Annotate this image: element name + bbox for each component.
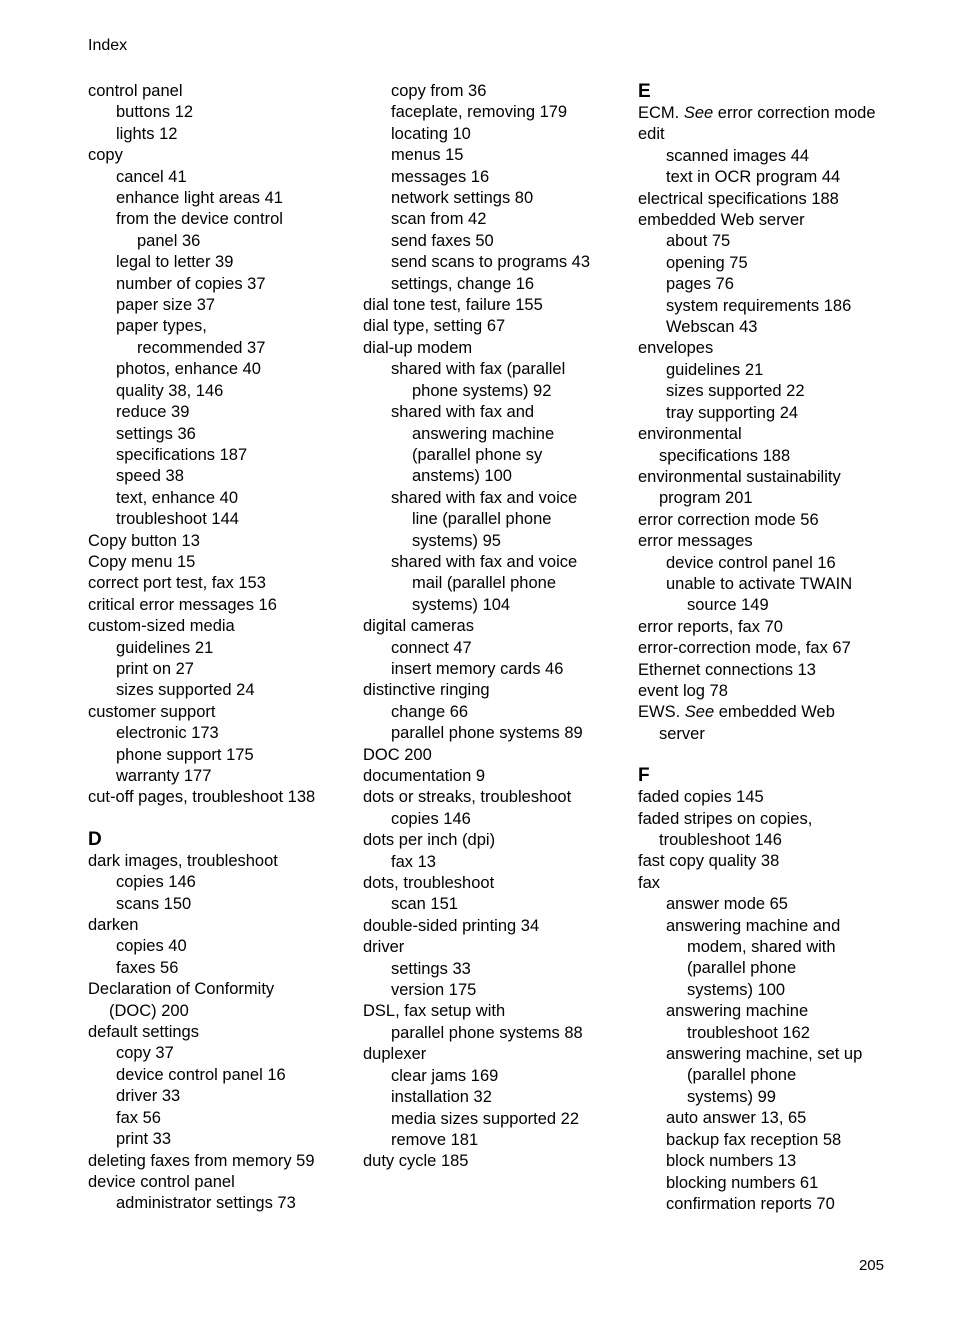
see-reference: See — [684, 703, 715, 722]
index-entry: electrical specifications 188 — [638, 189, 839, 208]
index-entry: event log 78 — [638, 681, 728, 700]
index-entry: answering machine — [412, 424, 555, 443]
index-entry: environmental sustainability — [638, 467, 841, 486]
running-header: Index — [88, 37, 128, 54]
index-entry: dots or streaks, troubleshoot — [363, 788, 572, 807]
index-entry: shared with fax and — [391, 403, 535, 422]
index-entry: environmental — [638, 425, 742, 444]
index-entry: sizes supported 24 — [116, 681, 255, 700]
index-entry: documentation 9 — [363, 767, 486, 785]
index-entry: system requirements 186 — [666, 296, 852, 315]
index-entry: scanned images 44 — [666, 146, 810, 165]
index-entry: EWS. See embedded Web — [638, 703, 835, 722]
index-section-letter: F — [638, 765, 650, 787]
index-entry: enhance light areas 41 — [116, 189, 283, 208]
index-entry: scan from 42 — [391, 210, 487, 229]
index-entry: backup fax reception 58 — [666, 1130, 842, 1149]
index-entry: recommended 37 — [137, 338, 266, 357]
index-entry: Copy button 13 — [88, 531, 200, 550]
index-entry: device control panel 16 — [116, 1065, 286, 1084]
index-entry: sizes supported 22 — [666, 382, 805, 401]
index-entry: copy — [88, 146, 123, 165]
index-column-1 — [88, 81, 315, 1215]
index-entry: number of copies 37 — [116, 274, 266, 293]
index-entry: DOC 200 — [363, 745, 432, 764]
index-entry: troubleshoot 144 — [116, 510, 239, 529]
index-entry: answering machine, set up — [666, 1045, 863, 1064]
index-entry: insert memory cards 46 — [391, 659, 564, 678]
index-entry: text in OCR program 44 — [666, 168, 841, 187]
index-entry: systems) 100 — [687, 980, 786, 999]
index-entry: anstems) 100 — [412, 467, 512, 486]
index-entry: error correction mode 56 — [638, 510, 819, 529]
index-entry: photos, enhance 40 — [116, 360, 261, 379]
index-entry: ECM. See error correction mode — [638, 104, 876, 122]
index-entry: faxes 56 — [116, 958, 179, 977]
index-entry: quality 38, 146 — [116, 381, 224, 400]
index-entry: systems) 99 — [687, 1087, 776, 1106]
index-column-2 — [363, 81, 590, 1173]
index-entry: confirmation reports 70 — [666, 1194, 835, 1213]
index-entry: dots, troubleshoot — [363, 874, 495, 893]
index-entry: double-sided printing 34 — [363, 916, 540, 935]
index-entry: copies 40 — [116, 937, 187, 956]
index-entry: legal to letter 39 — [116, 253, 234, 272]
index-entry: copy 37 — [116, 1044, 174, 1063]
index-entry: scans 150 — [116, 894, 192, 913]
index-entry: fax — [638, 873, 661, 892]
index-entry: error reports, fax 70 — [638, 617, 783, 636]
index-entry: faded copies 145 — [638, 788, 764, 807]
index-entry: electronic 173 — [116, 724, 219, 743]
index-entry: opening 75 — [666, 253, 748, 272]
index-entry: faded stripes on copies, — [638, 809, 813, 828]
index-entry: Webscan 43 — [666, 318, 758, 337]
index-entry: guidelines 21 — [666, 360, 764, 379]
index-entry: reduce 39 — [116, 403, 190, 422]
index-entry: fax 13 — [391, 852, 436, 871]
index-entry: deleting faxes from memory 59 — [88, 1151, 315, 1170]
index-entry: connect 47 — [391, 638, 472, 657]
index-entry: (DOC) 200 — [109, 1001, 189, 1020]
index-entry: correct port test, fax 153 — [88, 574, 266, 593]
index-section-letter: D — [88, 828, 102, 850]
index-entry: driver 33 — [116, 1087, 181, 1106]
index-entry: settings 33 — [391, 959, 471, 978]
index-entry: cancel 41 — [116, 167, 187, 186]
index-entry: customer support — [88, 702, 216, 721]
index-entry: print 33 — [116, 1130, 172, 1149]
index-entry: auto answer 13, 65 — [666, 1109, 807, 1128]
index-entry: copies 146 — [391, 809, 471, 828]
index-entry: source 149 — [687, 596, 769, 615]
index-entry: settings 36 — [116, 424, 196, 443]
index-entry: embedded Web server — [638, 211, 805, 230]
index-entry: media sizes supported 22 — [391, 1109, 580, 1128]
index-entry: answering machine — [666, 1002, 809, 1021]
index-entry: mail (parallel phone — [412, 574, 556, 593]
index-entry: blocking numbers 61 — [666, 1173, 819, 1192]
index-entry: warranty 177 — [116, 767, 212, 785]
index-entry: parallel phone systems 88 — [391, 1023, 583, 1042]
index-entry: Declaration of Conformity — [88, 980, 275, 999]
index-entry: systems) 95 — [412, 531, 501, 550]
index-entry: phone support 175 — [116, 745, 254, 764]
index-entry: menus 15 — [391, 146, 464, 165]
index-entry: print on 27 — [116, 659, 194, 678]
index-column-3 — [638, 81, 876, 1215]
index-entry: distinctive ringing — [363, 681, 490, 700]
index-entry: from the device control — [116, 210, 283, 229]
index-entry: version 175 — [391, 981, 477, 1000]
index-entry: (parallel phone sy — [412, 445, 543, 464]
index-entry: specifications 188 — [659, 446, 791, 465]
index-entry: network settings 80 — [391, 189, 534, 208]
index-entry: fast copy quality 38 — [638, 852, 780, 871]
index-entry: driver — [363, 938, 405, 957]
index-entry: duplexer — [363, 1045, 427, 1064]
index-entry: scan 151 — [391, 895, 458, 914]
index-entry: dial tone test, failure 155 — [363, 296, 543, 315]
index-entry: modem, shared with — [687, 938, 836, 957]
index-entry: envelopes — [638, 339, 714, 358]
index-entry: troubleshoot 146 — [659, 831, 782, 849]
index-entry: answering machine and — [666, 916, 841, 935]
index-entry: program 201 — [659, 489, 753, 508]
index-entry: tray supporting 24 — [666, 403, 799, 422]
index-entry: change 66 — [391, 702, 469, 721]
index-entry: custom-sized media — [88, 617, 235, 636]
index-entry: DSL, fax setup with — [363, 1002, 506, 1021]
index-entry: remove 181 — [391, 1130, 479, 1149]
index-entry: device control panel 16 — [666, 553, 836, 572]
index-entry: specifications 187 — [116, 445, 248, 464]
index-entry: (parallel phone — [687, 959, 797, 978]
index-entry: systems) 104 — [412, 595, 511, 614]
index-entry: phone systems) 92 — [412, 381, 552, 400]
index-entry: panel 36 — [137, 231, 201, 250]
index-entry: digital cameras — [363, 617, 474, 636]
index-entry: error messages — [638, 532, 753, 551]
index-entry: line (parallel phone — [412, 510, 552, 529]
index-entry: speed 38 — [116, 467, 184, 486]
index-entry: installation 32 — [391, 1088, 492, 1107]
index-entry: paper size 37 — [116, 296, 216, 315]
index-entry: critical error messages 16 — [88, 595, 277, 614]
index-entry: buttons 12 — [116, 103, 194, 122]
index-entry: dial-up modem — [363, 338, 473, 357]
index-entry: text, enhance 40 — [116, 488, 239, 507]
index-entry: device control panel — [88, 1172, 235, 1191]
index-entry: block numbers 13 — [666, 1152, 797, 1171]
page-number: 205 — [858, 1257, 884, 1274]
index-entry: fax 56 — [116, 1108, 161, 1127]
index-entry: guidelines 21 — [116, 638, 214, 657]
index-entry: copies 146 — [116, 873, 196, 892]
index-entry: shared with fax (parallel — [391, 360, 566, 379]
index-section-letter: E — [638, 81, 651, 102]
see-reference: See — [683, 104, 714, 122]
index-entry: parallel phone systems 89 — [391, 724, 583, 743]
index-entry: dots per inch (dpi) — [363, 831, 496, 850]
index-entry: error-correction mode, fax 67 — [638, 639, 851, 658]
index-entry: answer mode 65 — [666, 895, 788, 914]
index-entry: administrator settings 73 — [116, 1194, 296, 1213]
index-entry: Ethernet connections 13 — [638, 660, 816, 679]
index-entry: default settings — [88, 1023, 199, 1042]
index-entry: shared with fax and voice — [391, 488, 578, 507]
index-entry: shared with fax and voice — [391, 552, 578, 571]
index-entry: clear jams 169 — [391, 1066, 499, 1085]
index-entry: troubleshoot 162 — [687, 1023, 810, 1042]
index-entry: darken — [88, 916, 139, 935]
index-entry: dark images, troubleshoot — [88, 851, 278, 870]
index-entry: unable to activate TWAIN — [666, 574, 853, 593]
index-entry: Copy menu 15 — [88, 552, 196, 571]
index-entry: duty cycle 185 — [363, 1152, 469, 1171]
index-entry: server — [659, 724, 705, 743]
index-entry: settings, change 16 — [391, 274, 535, 293]
index-entry: (parallel phone — [687, 1066, 797, 1085]
index-entry: paper types, — [116, 317, 207, 336]
index-entry: faceplate, removing 179 — [391, 103, 568, 122]
index-entry: cut-off pages, troubleshoot 138 — [88, 788, 316, 807]
index-entry: messages 16 — [391, 167, 490, 186]
index-entry: pages 76 — [666, 275, 734, 294]
index-entry: send faxes 50 — [391, 231, 494, 250]
index-entry: dial type, setting 67 — [363, 317, 506, 336]
index-entry: about 75 — [666, 232, 731, 251]
index-entry: lights 12 — [116, 124, 178, 143]
index-entry: control panel — [88, 82, 183, 100]
index-entry: send scans to programs 43 — [391, 253, 591, 272]
index-entry: locating 10 — [391, 124, 471, 143]
index-entry: edit — [638, 125, 665, 144]
index-entry: copy from 36 — [391, 82, 487, 100]
